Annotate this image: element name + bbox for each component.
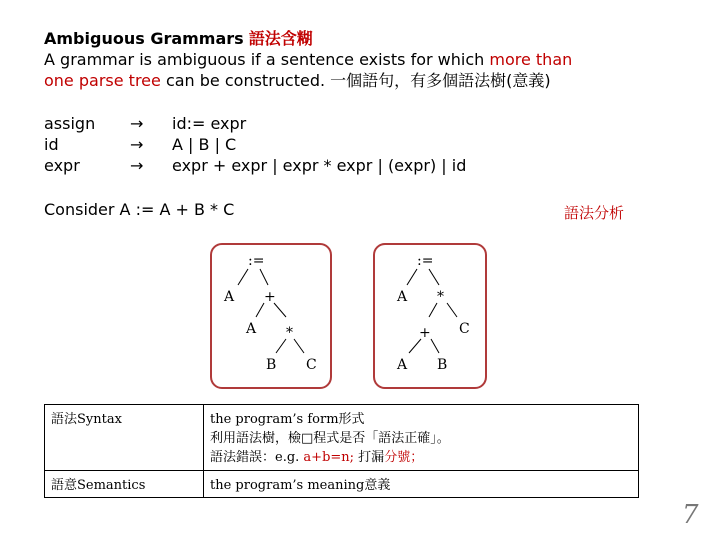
- syntax-desc-line: 利用語法樹，檢□程式是否「語法正確」。: [210, 431, 450, 446]
- title-heading-zh: 語法含糊: [248, 29, 313, 48]
- tree-node: *: [437, 289, 444, 305]
- semantics-label: 語意Semantics: [45, 471, 204, 498]
- rule-lhs: assign: [44, 114, 96, 133]
- definition-text-2: can be constructed. 一個語句，有多個語法樹(意義): [160, 71, 551, 90]
- tree-edge: [238, 269, 248, 285]
- grammar-rule: [44, 113, 466, 134]
- page-number: 7: [682, 500, 699, 530]
- tree-node: B: [266, 357, 277, 373]
- syntax-description: [204, 405, 639, 471]
- rule-rhs: expr + expr | expr * expr | (expr) | id: [172, 156, 467, 175]
- tree-node: A: [397, 289, 408, 305]
- tree-edge: [274, 303, 286, 317]
- consider-statement: Consider A := A + B * C: [44, 200, 235, 219]
- tree-edge: [276, 339, 286, 353]
- tree-edge: [447, 303, 457, 317]
- tree-node: B: [437, 357, 448, 373]
- syntax-desc-line: the program’s form形式: [210, 412, 365, 427]
- title-block: [44, 28, 684, 91]
- syntax-error-highlight: 分號；: [384, 450, 424, 465]
- tree-node: A: [246, 321, 257, 337]
- tree-edge: [294, 339, 304, 353]
- grammar-rule: [44, 155, 466, 176]
- tree-node: C: [306, 357, 317, 373]
- syntax-error-text: 語法錯誤：e.g.: [210, 450, 304, 465]
- syntax-semantics-table: [44, 404, 639, 498]
- arrow-icon: →: [130, 156, 144, 175]
- table-row: [45, 405, 639, 471]
- tree-edge: [407, 269, 417, 285]
- definition-line1: [44, 49, 684, 70]
- title-heading: Ambiguous Grammars: [44, 29, 244, 48]
- parse-tree-2: [373, 243, 487, 389]
- definition-highlight: more than: [489, 50, 573, 69]
- tree-edge: [429, 303, 437, 317]
- tree-edge: [260, 269, 268, 285]
- tree-edge: [431, 339, 439, 353]
- tree-node: +: [419, 325, 431, 341]
- definition-line2: [44, 70, 684, 91]
- grammar-rule: [44, 134, 466, 155]
- syntax-error-code: a+b=n;: [303, 450, 355, 465]
- tree-node: C: [459, 321, 470, 337]
- parse-tree-1: [210, 243, 332, 389]
- tree-node: *: [286, 325, 293, 341]
- tree-edge: [256, 303, 264, 317]
- parse-tree-1-svg: [212, 245, 330, 387]
- syntax-desc-line: [210, 446, 632, 465]
- table-row: [45, 471, 639, 498]
- rule-rhs: id:= expr: [172, 114, 247, 133]
- tree-node: :=: [248, 253, 265, 269]
- definition-highlight-2: one parse tree: [44, 71, 161, 90]
- rule-lhs: expr: [44, 156, 80, 175]
- grammar-rules: [44, 113, 466, 176]
- tree-edge: [429, 269, 439, 285]
- arrow-icon: →: [130, 135, 144, 154]
- rule-rhs: A | B | C: [172, 135, 237, 154]
- syntax-error-text-2: 打漏: [354, 450, 385, 465]
- title-line: [44, 28, 684, 49]
- parse-tree-2-svg: [375, 245, 485, 387]
- semantics-description: the program’s meaning意義: [204, 471, 639, 498]
- rule-lhs: id: [44, 135, 59, 154]
- analysis-label: 語法分析: [564, 204, 625, 222]
- tree-node: A: [397, 357, 408, 373]
- tree-edge: [409, 339, 421, 353]
- tree-node: A: [224, 289, 235, 305]
- syntax-label: 語法Syntax: [45, 405, 204, 471]
- tree-node: +: [264, 289, 276, 305]
- tree-node: :=: [417, 253, 434, 269]
- arrow-icon: →: [130, 114, 144, 133]
- definition-text: A grammar is ambiguous if a sentence exists for which: [44, 50, 490, 69]
